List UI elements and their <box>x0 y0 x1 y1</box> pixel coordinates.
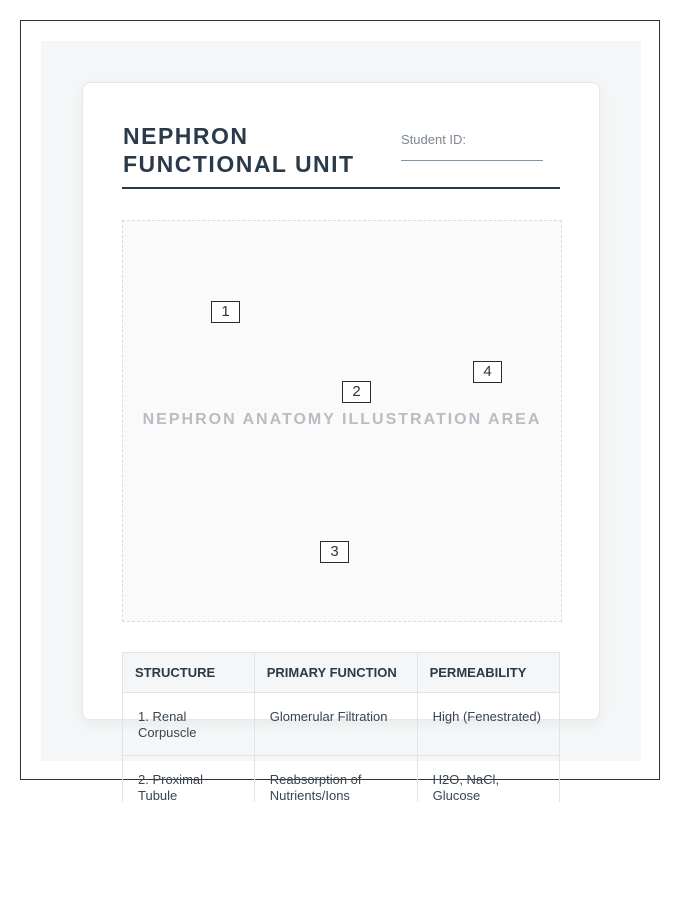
table-cell-permeability: High (Fenestrated) <box>417 693 559 756</box>
header-structure: STRUCTURE <box>123 653 255 693</box>
header-primary-function: PRIMARY FUNCTION <box>254 653 417 693</box>
label-marker-2: 2 <box>342 381 371 403</box>
table-row <box>123 693 560 756</box>
structure-table-container <box>122 652 562 802</box>
label-marker-1: 1 <box>211 301 240 323</box>
header-permeability: PERMEABILITY <box>417 653 559 693</box>
page-title: NEPHRON FUNCTIONAL UNIT <box>123 123 355 177</box>
table-header-row <box>123 653 560 693</box>
label-marker-4: 4 <box>473 361 502 383</box>
table-cell-function: Glomerular Filtration <box>254 693 417 756</box>
structure-table <box>122 652 560 802</box>
label-marker-3: 3 <box>320 541 349 563</box>
table-cell-structure: 1. Renal Corpuscle <box>123 693 255 756</box>
illustration-area <box>122 220 562 622</box>
student-id-field[interactable] <box>401 160 543 161</box>
table-row <box>123 756 560 803</box>
table-cell-function: Reabsorption of Nutrients/Ions <box>254 756 417 803</box>
table-cell-structure: 2. Proximal Tubule <box>123 756 255 803</box>
title-divider <box>122 187 560 189</box>
illustration-caption: NEPHRON ANATOMY ILLUSTRATION AREA <box>142 411 542 428</box>
student-id-label: Student ID: <box>401 132 467 147</box>
table-cell-permeability: H2O, NaCl, Glucose <box>417 756 559 803</box>
